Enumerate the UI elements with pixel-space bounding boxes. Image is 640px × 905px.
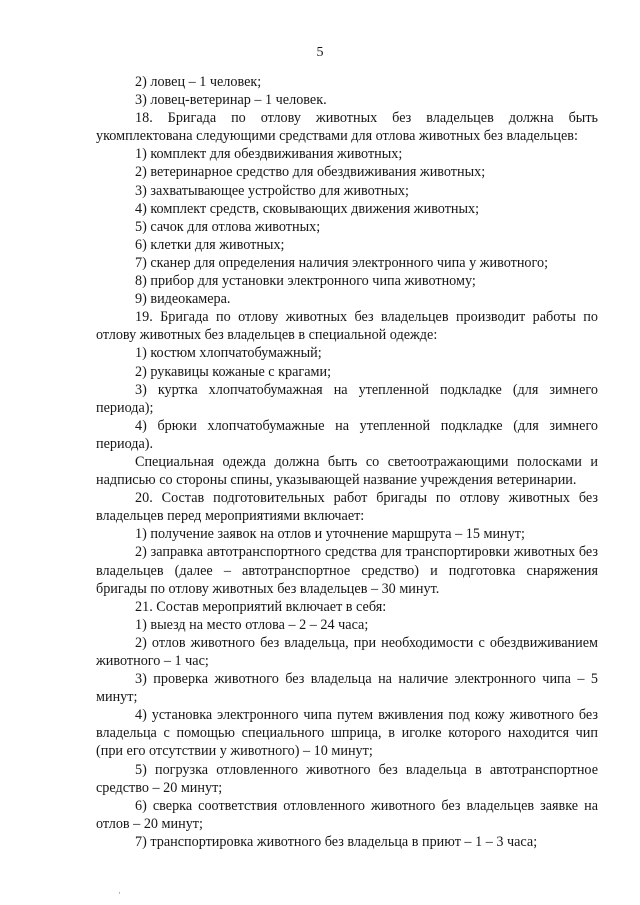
list-item: 4) установка электронного чипа путем вживления под кожу животного без владельца с помощью специального шприца, в иголке которого находится чип (при его отсутствии у животного) – 10 минут; xyxy=(96,707,598,760)
section-18-paragraph: 18. Бригада по отлову животных без владельцев должна быть укомплектована следующими средствами для отлова животных без владельцев: xyxy=(96,110,598,145)
list-item: 3) захватывающее устройство для животных; xyxy=(135,182,409,199)
list-item: 1) получение заявок на отлов и уточнение маршрута – 15 минут; xyxy=(135,526,525,543)
document-body xyxy=(96,73,598,851)
list-item: 1) костюм хлопчатобумажный; xyxy=(135,345,322,362)
list-item: 7) транспортировка животного без владельца в приют – 1 – 3 часа; xyxy=(135,833,538,850)
list-item: 6) сверка соответствия отловленного животного без владельцев заявке на отлов – 20 минут; xyxy=(96,797,598,832)
list-item: 2) ветеринарное средство для обездвиживания животных; xyxy=(135,164,486,181)
page-number: 5 xyxy=(316,45,324,60)
list-item: 2) заправка автотранспортного средства для транспортировки животных без владельцев (далее – автотранспортное средство) и подготовка снаряжения бригады по отлову животных без владельцев – 30 минут. xyxy=(96,544,598,597)
list-item: 4) брюки хлопчатобумажные на утепленной подкладке (для зимнего периода). xyxy=(96,417,598,452)
list-item: 7) сканер для определения наличия электронного чипа у животного; xyxy=(135,254,549,271)
section-20-paragraph: 20. Состав подготовительных работ бригады по отлову животных без владельцев перед мероприятиями включает: xyxy=(96,490,598,525)
list-item: 6) клетки для животных; xyxy=(135,236,285,253)
list-item: 1) выезд на место отлова – 2 – 24 часа; xyxy=(135,616,369,633)
special-clothing-paragraph: Специальная одежда должна быть со светоотражающими полосками и надписью со стороны спины, указывающей название учреждения ветеринарии. xyxy=(96,453,598,489)
section-19-paragraph: 19. Бригада по отлову животных без владельцев производит работы по отлову животных без владельцев в специальной одежде: xyxy=(96,309,598,344)
section-21-paragraph: 21. Состав мероприятий включает в себя: xyxy=(135,598,387,615)
list-item: 2) ловец – 1 человек; xyxy=(135,74,262,90)
list-item: 8) прибор для установки электронного чипа животному; xyxy=(135,273,476,290)
list-item: 3) проверка животного без владельца на наличие электронного чипа – 5 минут; xyxy=(96,671,598,706)
list-item: 9) видеокамера. xyxy=(135,291,231,308)
list-item: 3) куртка хлопчатобумажная на утепленной подкладке (для зимнего периода); xyxy=(96,381,598,416)
list-item: 1) комплект для обездвиживания животных; xyxy=(135,146,403,163)
list-item: 4) комплект средств, сковывающих движения животных; xyxy=(135,200,480,217)
list-item: 3) ловец-ветеринар – 1 человек. xyxy=(135,92,327,109)
scan-dot: · xyxy=(118,888,121,898)
list-item: 5) сачок для отлова животных; xyxy=(135,218,321,235)
list-item: 5) погрузка отловленного животного без владельца в автотранспортное средство – 20 минут; xyxy=(96,761,598,796)
list-item: 2) отлов животного без владельца, при необходимости с обездвиживанием животного – 1 час; xyxy=(96,634,598,669)
list-item: 2) рукавицы кожаные с крагами; xyxy=(135,363,332,380)
